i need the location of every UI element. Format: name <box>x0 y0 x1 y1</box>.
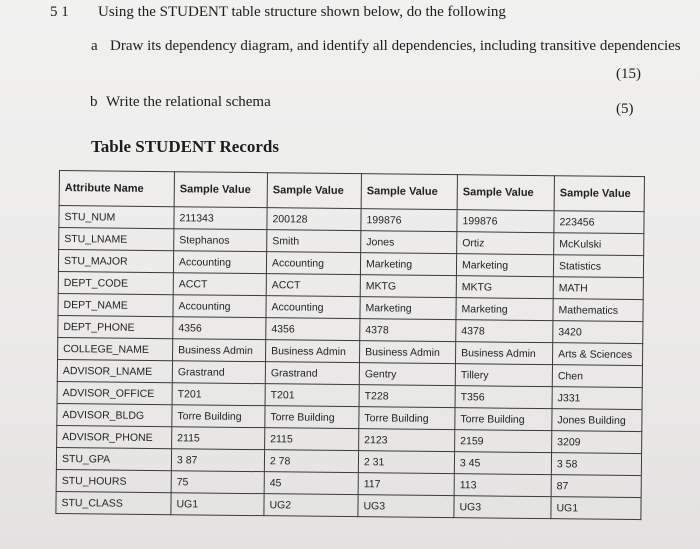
attribute-name-cell: STU_GPA <box>56 447 171 470</box>
sample-value-cell: UG1 <box>171 493 264 516</box>
sample-value-cell: 199876 <box>457 210 554 233</box>
sample-value-cell: Business Admin <box>359 341 455 364</box>
sample-value-cell: Business Admin <box>455 342 552 365</box>
sample-value-cell: ACCT <box>266 274 360 297</box>
sample-value-cell: 113 <box>454 474 551 497</box>
sample-value-cell: Tillery <box>455 364 552 387</box>
sample-value-cell: T201 <box>172 383 265 406</box>
attribute-name-cell: STU_LNAME <box>59 228 174 251</box>
sample-value-cell: T201 <box>265 384 359 407</box>
sample-value-cell: 117 <box>358 473 454 496</box>
part-a-text: Draw its dependency diagram, and identify all dependencies, including transitive dependencies <box>110 38 681 54</box>
header-cell: Sample Value <box>457 175 554 211</box>
table-row <box>56 491 641 519</box>
header-cell: Sample Value <box>361 174 457 210</box>
attribute-name-cell: STU_HOURS <box>56 469 171 492</box>
sample-value-cell: 2 78 <box>264 450 358 473</box>
part-a-points: (15) <box>616 66 641 82</box>
sample-value-cell: Smith <box>267 230 361 253</box>
attribute-name-cell: COLLEGE_NAME <box>58 337 173 360</box>
sample-value-cell: T228 <box>359 385 455 408</box>
sample-value-cell: Arts & Sciences <box>552 343 642 366</box>
sample-value-cell: Grastrand <box>265 362 359 385</box>
attribute-name-cell: STU_NUM <box>59 206 174 229</box>
sample-value-cell: 3 87 <box>171 449 264 472</box>
sample-value-cell: Torre Building <box>172 405 265 428</box>
sample-value-cell: Torre Building <box>455 408 552 431</box>
header-cell: Sample Value <box>267 173 361 209</box>
part-a-letter: a <box>91 38 98 54</box>
sample-value-cell: 45 <box>264 472 358 495</box>
sample-value-cell: Marketing <box>456 298 553 321</box>
sample-value-cell: ACCT <box>173 273 266 296</box>
sample-value-cell: Stephanos <box>174 229 267 252</box>
sample-value-cell: MKTG <box>456 276 553 299</box>
sample-value-cell: Ortiz <box>457 232 554 255</box>
part-b-text: Write the relational schema <box>106 94 271 110</box>
attribute-name-cell: ADVISOR_OFFICE <box>57 381 172 404</box>
sample-value-cell: McKulski <box>554 233 644 256</box>
sample-value-cell: 2159 <box>455 430 552 453</box>
sample-value-cell: Statistics <box>553 255 643 278</box>
table-body <box>56 206 644 520</box>
sample-value-cell: 3420 <box>553 321 643 344</box>
header-cell: Sample Value <box>174 172 267 208</box>
sample-value-cell: 3209 <box>552 431 642 454</box>
sample-value-cell: Mathematics <box>553 299 643 322</box>
student-records-table <box>55 170 645 520</box>
question-number: 5 1 <box>50 4 69 20</box>
part-b-letter: b <box>90 94 98 110</box>
sample-value-cell: Torre Building <box>359 407 455 430</box>
attribute-name-cell: ADVISOR_LNAME <box>57 359 172 382</box>
sample-value-cell: 75 <box>171 471 264 494</box>
sample-value-cell: Business Admin <box>266 340 360 363</box>
sample-value-cell: Jones Building <box>552 409 642 432</box>
sample-value-cell: T356 <box>455 386 552 409</box>
sample-value-cell: Grastrand <box>172 361 265 384</box>
header-cell: Sample Value <box>554 176 644 212</box>
sample-value-cell: Accounting <box>173 295 266 318</box>
sample-value-cell: UG3 <box>358 495 454 518</box>
sample-value-cell: Accounting <box>266 296 360 319</box>
sample-value-cell: MKTG <box>360 275 456 298</box>
attribute-name-cell: DEPT_CODE <box>58 271 173 294</box>
sample-value-cell: 4356 <box>173 317 266 340</box>
sample-value-cell: 2 31 <box>358 451 454 474</box>
sample-value-cell: UG1 <box>551 497 641 520</box>
attribute-name-cell: DEPT_NAME <box>58 293 173 316</box>
sample-value-cell: 87 <box>551 475 641 498</box>
sample-value-cell: Marketing <box>360 297 456 320</box>
sample-value-cell: 199876 <box>361 209 457 232</box>
attribute-name-cell: STU_MAJOR <box>58 250 173 273</box>
sample-value-cell: Accounting <box>173 251 266 274</box>
attribute-name-cell: DEPT_PHONE <box>58 315 173 338</box>
sample-value-cell: 223456 <box>554 211 644 234</box>
sample-value-cell: Chen <box>552 365 642 388</box>
sample-value-cell: Marketing <box>360 253 456 276</box>
sample-value-cell: Jones <box>361 231 457 254</box>
sample-value-cell: 4378 <box>456 320 553 343</box>
attribute-name-cell: ADVISOR_PHONE <box>57 425 172 448</box>
sample-value-cell: 3 45 <box>454 452 551 475</box>
sample-value-cell: MATH <box>553 277 643 300</box>
sample-value-cell: J331 <box>552 387 642 410</box>
sample-value-cell: 3 58 <box>551 453 641 476</box>
sample-value-cell: 2123 <box>359 429 455 452</box>
sample-value-cell: Accounting <box>266 252 360 275</box>
question-text: Using the STUDENT table structure shown below, do the following <box>98 4 506 20</box>
header-cell: Attribute Name <box>59 171 174 207</box>
sample-value-cell: Gentry <box>359 363 455 386</box>
sample-value-cell: UG3 <box>454 496 551 519</box>
sample-value-cell: UG2 <box>264 494 358 517</box>
sample-value-cell: 211343 <box>174 207 267 230</box>
sample-value-cell: Torre Building <box>265 406 359 429</box>
table-title: Table STUDENT Records <box>91 137 279 156</box>
sample-value-cell: 2115 <box>265 428 359 451</box>
attribute-name-cell: STU_CLASS <box>56 491 171 514</box>
sample-value-cell: 200128 <box>267 208 361 231</box>
sample-value-cell: 4378 <box>360 319 456 342</box>
sample-value-cell: 2115 <box>172 427 265 450</box>
sample-value-cell: 4356 <box>266 318 360 341</box>
sample-value-cell: Marketing <box>456 254 553 277</box>
attribute-name-cell: ADVISOR_BLDG <box>57 403 172 426</box>
sample-value-cell: Business Admin <box>173 339 266 362</box>
part-b-points: (5) <box>616 101 634 117</box>
